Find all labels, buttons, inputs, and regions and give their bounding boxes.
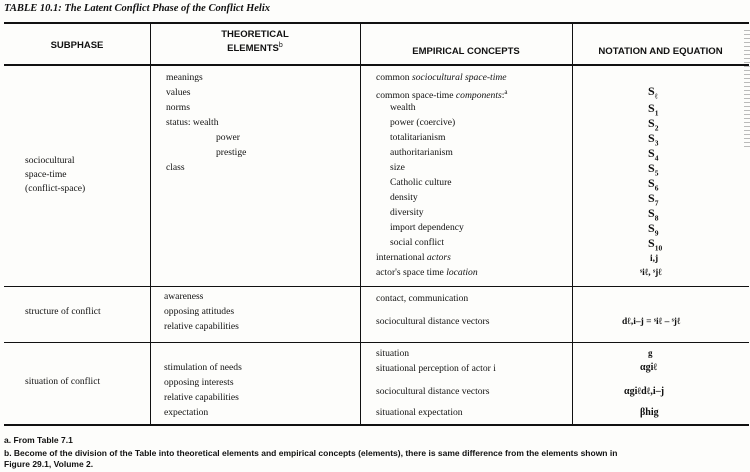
row3-empirical-0: situation — [376, 348, 410, 359]
row1-theoretical-4: power — [216, 132, 240, 143]
row1-empirical-item: authoritarianism — [390, 147, 453, 158]
row3-theoretical-0: stimulation of needs — [164, 362, 242, 373]
scan-edge-artifact — [744, 30, 750, 150]
row1-empirical-item: totalitarianism — [390, 132, 446, 143]
row2-notation: dℓ,i–j = ˢiℓ – ˢjℓ — [622, 317, 681, 327]
row3-theoretical-2: relative capabilities — [164, 392, 239, 403]
row1-notation-item: $S_2$ — [648, 116, 659, 133]
col-divider-1 — [150, 22, 151, 425]
col-divider-2 — [360, 22, 361, 425]
row1-empirical-item: social conflict — [390, 237, 445, 248]
row1-empirical-item: diversity — [390, 207, 424, 218]
row1-subphase-line: sociocultural — [25, 155, 75, 166]
row1-notation-item: $S_3$ — [648, 131, 659, 148]
row3-notation-3: βhig — [640, 407, 659, 418]
row3-theoretical-1: opposing interests — [164, 377, 234, 388]
row3-notation-2: αgiℓdℓ,i–j — [624, 386, 665, 397]
row1-notation-item: $S_5$ — [648, 161, 659, 178]
row2-rule — [4, 342, 749, 343]
bottom-rule — [4, 424, 749, 426]
header-notation: NOTATION AND EQUATION — [598, 46, 723, 57]
row1-empirical-item: Catholic culture — [390, 177, 452, 188]
top-rule — [4, 22, 749, 24]
row1-empirical-item: actor's space time location — [376, 267, 478, 278]
row1-empirical-item: international actors — [376, 252, 451, 263]
row3-empirical-2: sociocultural distance vectors — [376, 386, 490, 397]
row1-notation-item: $S_7$ — [648, 191, 659, 208]
row2-theoretical-2: relative capabilities — [164, 321, 239, 332]
header-theoretical-line1: THEORETICAL — [221, 29, 289, 40]
row2-theoretical-0: awareness — [164, 291, 204, 302]
row1-empirical-item: wealth — [390, 102, 416, 113]
col-divider-3 — [572, 22, 573, 425]
row1-rule — [4, 286, 749, 287]
header-theoretical-line2: ELEMENTS$^b$ — [227, 42, 283, 55]
row1-subphase — [25, 154, 85, 196]
row1-theoretical-6: class — [166, 162, 185, 173]
row1-empirical-item: power (coercive) — [390, 117, 456, 128]
row2-empirical-1: sociocultural distance vectors — [376, 316, 490, 327]
header-rule — [4, 64, 749, 66]
row1-theoretical-0: meanings — [166, 72, 203, 83]
row3-notation-1: αgiℓ — [640, 362, 658, 373]
footnote-b-line1: b. Become of the division of the Table into theoretical elements and empirical concepts (elements), there is same difference from the elements shown in — [4, 448, 618, 458]
row1-theoretical-3: status: wealth — [166, 117, 219, 128]
row1-notation-item: i,j — [650, 254, 659, 264]
row3-theoretical-3: expectation — [164, 407, 209, 418]
row2-theoretical-1: opposing attitudes — [164, 306, 235, 317]
row1-empirical-item: size — [390, 162, 405, 173]
row1-theoretical-2: norms — [166, 102, 190, 113]
row1-empirical-item: common space-time components:$^a$ — [376, 88, 508, 102]
header-theoretical — [150, 29, 360, 54]
row1-notation-item: $S_4$ — [648, 146, 659, 163]
row3-notation-0: g — [648, 348, 653, 358]
row3-empirical-3: situational expectation — [376, 407, 463, 418]
row1-empirical-item: import dependency — [390, 222, 464, 233]
row1-notation-item: $S_6$ — [648, 176, 659, 193]
row1-empirical-item: common sociocultural space-time — [376, 72, 507, 83]
row1-subphase-line: space-time — [25, 169, 67, 180]
row2-subphase: structure of conflict — [25, 306, 101, 317]
row1-empirical-item: density — [390, 192, 418, 203]
footnote-a: a. From Table 7.1 — [4, 435, 73, 445]
header-empirical: EMPIRICAL CONCEPTS — [412, 46, 520, 57]
row1-notation-item: $S_1$ — [648, 101, 659, 118]
row3-subphase: situation of conflict — [25, 376, 101, 387]
row1-notation-item: $S_\ell$ — [648, 84, 658, 101]
row1-theoretical-5: prestige — [216, 147, 247, 158]
row2-empirical-0: contact, communication — [376, 293, 469, 304]
row3-empirical-1: situational perception of actor i — [376, 363, 496, 374]
header-subphase: SUBPHASE — [50, 40, 104, 51]
row1-notation-item: $S_9$ — [648, 221, 659, 238]
row1-subphase-line: (conflict-space) — [25, 183, 86, 194]
row1-notation-item: $S_8$ — [648, 206, 659, 223]
row1-notation-item: ˢiℓ, ˢjℓ — [640, 268, 662, 278]
row1-notation-item: $S_{10}$ — [648, 236, 663, 253]
table-caption: TABLE 10.1: The Latent Conflict Phase of the Conflict Helix — [4, 3, 270, 14]
row1-theoretical-1: values — [166, 87, 191, 98]
footnote-b-line2: Figure 29.1, Volume 2. — [4, 459, 94, 469]
